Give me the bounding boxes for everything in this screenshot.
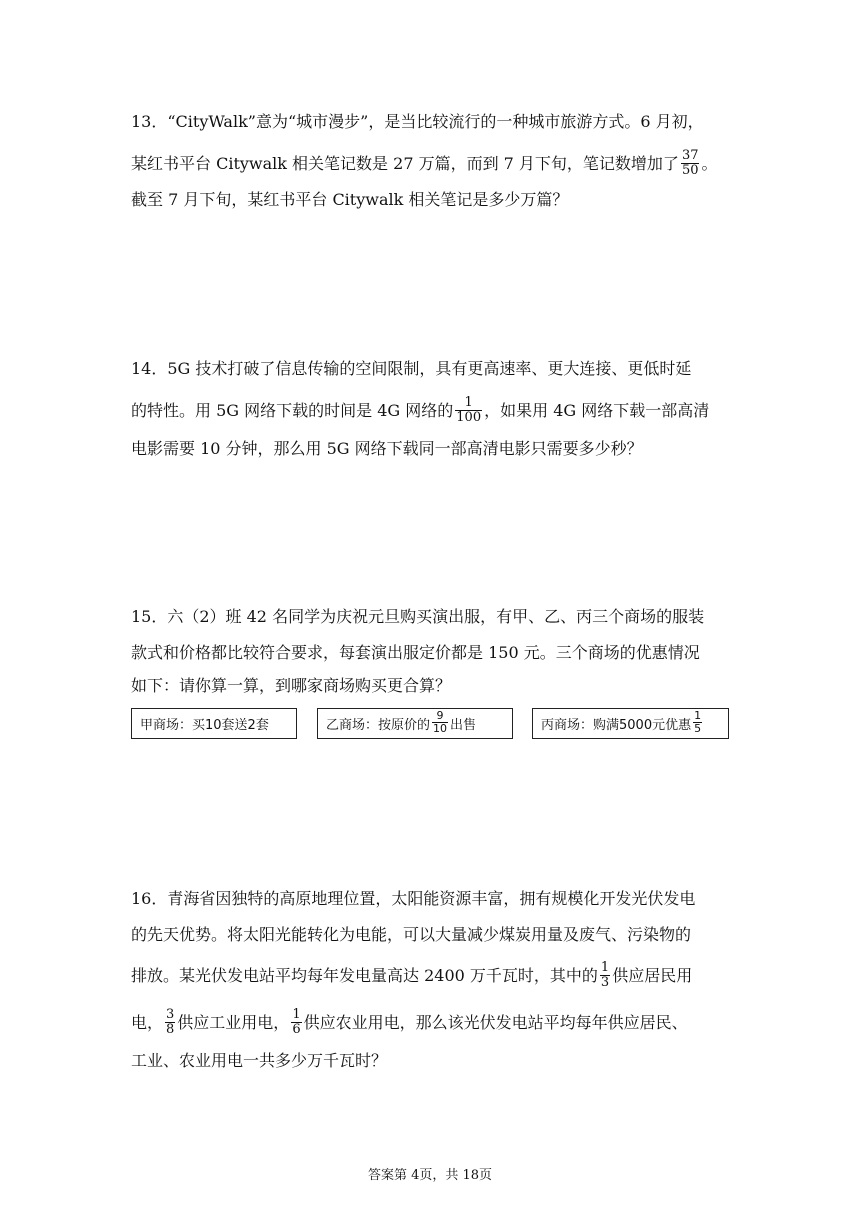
q16-line-4-mid: 供应工业用电，: [177, 1013, 290, 1032]
q14-line-2: [131, 395, 710, 425]
q16-fraction-1-3: [600, 961, 610, 990]
q14-line-2-text: 的特性。用 5G 网络下载的时间是 4G 网络的: [131, 401, 454, 420]
q14-line-1: 14．5G 技术打破了信息传输的空间限制，具有更高速率、更大连接、更低时延: [131, 359, 692, 378]
q14-line-3: 电影需要 10 分钟，那么用 5G 网络下载同一部高清电影只需要多少秒？: [131, 439, 643, 458]
q15-line-1: 15．六（2）班 42 名同学为庆祝元旦购买演出服，有甲、乙、丙三个商场的服装: [131, 607, 705, 626]
q15-line-2: 款式和价格都比较符合要求，每套演出服定价都是 150 元。三个商场的优惠情况: [131, 643, 700, 662]
offer-box-yi: [317, 708, 513, 739]
q16-line-4-end: 供应农业用电，那么该光伏发电站平均每年供应居民、: [303, 1013, 688, 1032]
q14-fraction-den: 100: [456, 410, 482, 425]
q13-line-2: [131, 148, 718, 178]
q14-fraction-num: 1: [464, 395, 473, 410]
q16-fraction-1-3-den: 3: [600, 975, 610, 990]
q13-line-2-text: 某红书平台 Citywalk 相关笔记数是 27 万篇，而到 7 月下旬，笔记数增加了: [131, 154, 679, 173]
q16-line-4-start: 电，: [131, 1013, 164, 1032]
q13-fraction-num: 37: [681, 148, 699, 163]
offer-box-jia-text: 甲商场：买10套送2套: [140, 718, 269, 733]
offer-box-yi-text: 乙商场：按原价的: [326, 718, 431, 733]
offer-box-jia: [131, 708, 297, 739]
q14-line-2-end: ，如果用 4G 网络下载一部高清: [484, 401, 710, 420]
q13-line-1: 13．“CityWalk”意为“城市漫步”，是当比较流行的一种城市旅游方式。6 月初，: [131, 112, 704, 131]
q16-fraction-1-6-den: 6: [292, 1022, 301, 1037]
q13-line-3: 截至 7 月下旬，某红书平台 Citywalk 相关笔记是多少万篇？: [131, 190, 569, 209]
q16-line-3-text: 排放。某光伏发电站平均每年发电量高达 2400 万千瓦时，其中的: [131, 966, 598, 985]
q15-line-3: 如下：请你算一算，到哪家商场购买更合算？: [131, 676, 452, 695]
page-footer: 答案第 4页，共 18页: [367, 1168, 493, 1183]
q13-line-2-end: 。: [701, 154, 718, 173]
offer-box-bing: [532, 708, 729, 739]
q13-fraction: [681, 149, 700, 178]
q16-line-2: 的先天优势。将太阳光能转化为电能，可以大量减少煤炭用量及废气、污染物的: [131, 925, 692, 944]
q14-fraction: [455, 396, 482, 425]
q16-fraction-1-3-num: 1: [600, 960, 610, 975]
q16-fraction-3-8-num: 3: [166, 1007, 175, 1022]
q16-line-1: 16．青海省因独特的高原地理位置，太阳能资源丰富，拥有规模化开发光伏发电: [131, 889, 696, 908]
offer-box-bing-den: 5: [694, 722, 702, 735]
offer-box-yi-den: 10: [433, 722, 448, 735]
q16-line-5: 工业、农业用电一共多少万千瓦时？: [131, 1051, 388, 1070]
q16-fraction-1-6: [291, 1008, 301, 1037]
offer-box-bing-fraction: [693, 710, 702, 735]
q13-fraction-den: 50: [681, 163, 699, 178]
offer-box-yi-num: 9: [436, 709, 444, 722]
q16-fraction-3-8: [165, 1008, 175, 1037]
q16-line-3: [131, 960, 693, 990]
offer-box-bing-text: 丙商场：购满5000元优惠: [541, 718, 692, 733]
offer-box-yi-end: 出售: [450, 718, 477, 733]
q16-fraction-3-8-den: 8: [166, 1022, 175, 1037]
offer-box-bing-num: 1: [694, 709, 702, 722]
q16-fraction-1-6-num: 1: [292, 1007, 301, 1022]
q16-line-4: [131, 1007, 688, 1037]
offer-box-yi-fraction: [432, 710, 448, 735]
q16-line-3-end: 供应居民用: [612, 966, 693, 985]
